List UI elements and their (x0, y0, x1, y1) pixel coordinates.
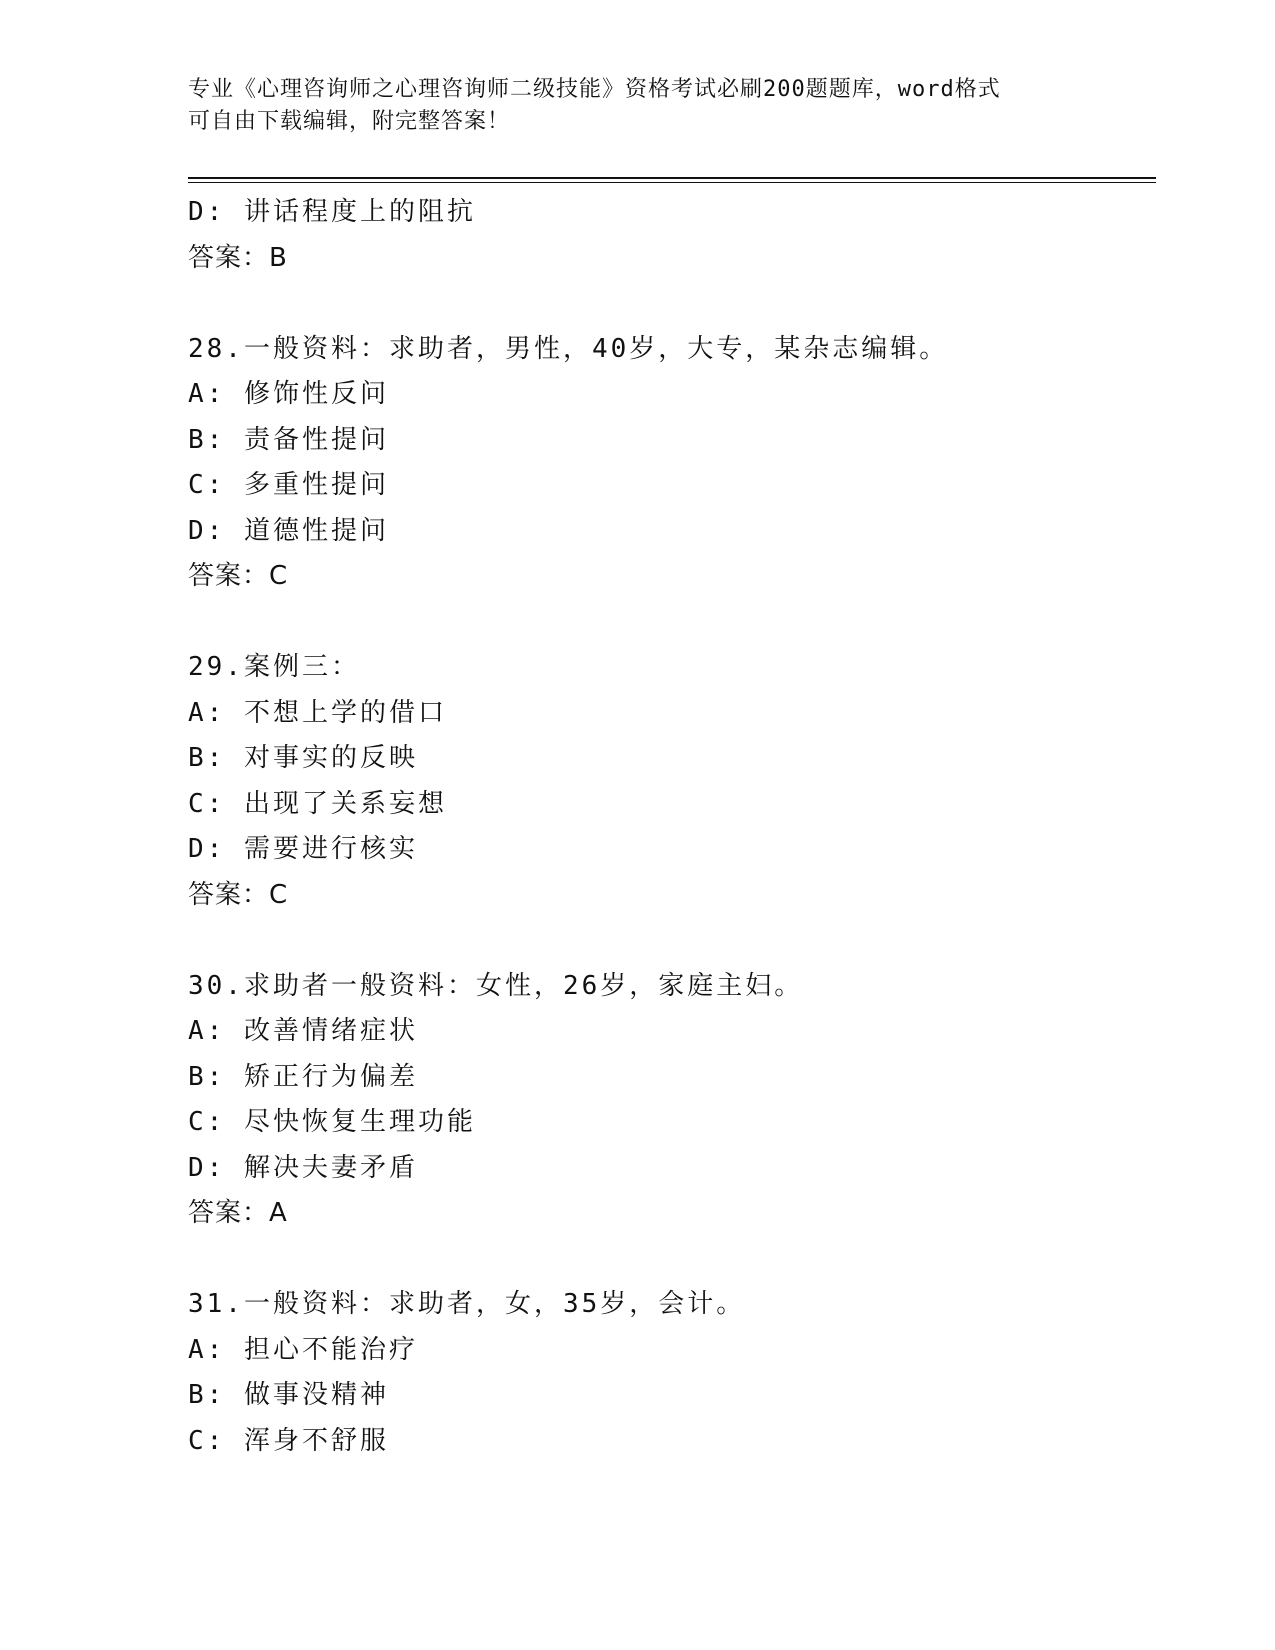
question-stem: 31.一般资料：求助者，女，35岁，会计。 (188, 1289, 746, 1319)
option-b: B: 做事没精神 (188, 1380, 389, 1410)
spacer (188, 1237, 1156, 1283)
question-stem: 28.一般资料：求助者，男性，40岁，大专，某杂志编辑。 (188, 333, 949, 364)
option-d: D: 需要进行核实 (188, 834, 418, 864)
spacer (188, 918, 1156, 964)
header-divider-thin (188, 182, 1156, 183)
question-stem: 30.求助者一般资料：女性，26岁，家庭主妇。 (188, 970, 804, 1001)
header-divider-thick (188, 177, 1156, 179)
option-b: B: 责备性提问 (188, 424, 389, 455)
header-line-2: 可自由下载编辑，附完整答案！ (188, 109, 511, 134)
answer: 答案：B (188, 242, 288, 273)
option-b: B: 对事实的反映 (188, 743, 418, 773)
spacer (188, 600, 1156, 646)
question-stem: 29.案例三： (188, 652, 360, 682)
option-d: D: 解决夫妻矛盾 (188, 1152, 418, 1183)
option-c: C: 多重性提问 (188, 470, 389, 500)
question-list (188, 190, 1156, 1464)
option-a: A: 改善情绪症状 (188, 1016, 418, 1046)
option-c: C: 出现了关系妄想 (188, 788, 447, 819)
option-c: C: 尽快恢复生理功能 (188, 1107, 476, 1137)
option-c: C: 浑身不舒服 (188, 1425, 389, 1456)
option-a: A: 不想上学的借口 (188, 697, 447, 728)
page-header (188, 74, 1088, 138)
option-a: A: 担心不能治疗 (188, 1334, 418, 1365)
spacer (188, 281, 1156, 327)
option-b: B: 矫正行为偏差 (188, 1061, 418, 1092)
option-a: A: 修饰性反问 (188, 379, 389, 409)
answer: 答案：C (188, 879, 289, 910)
option-d: D: 道德性提问 (188, 515, 389, 546)
answer: 答案：A (188, 1198, 288, 1228)
header-line-1: 专业《心理咨询师之心理咨询师二级技能》资格考试必刷200题题库，word格式 (188, 77, 1001, 102)
option-d: D: 讲话程度上的阻抗 (188, 197, 476, 227)
answer: 答案：C (188, 561, 289, 591)
